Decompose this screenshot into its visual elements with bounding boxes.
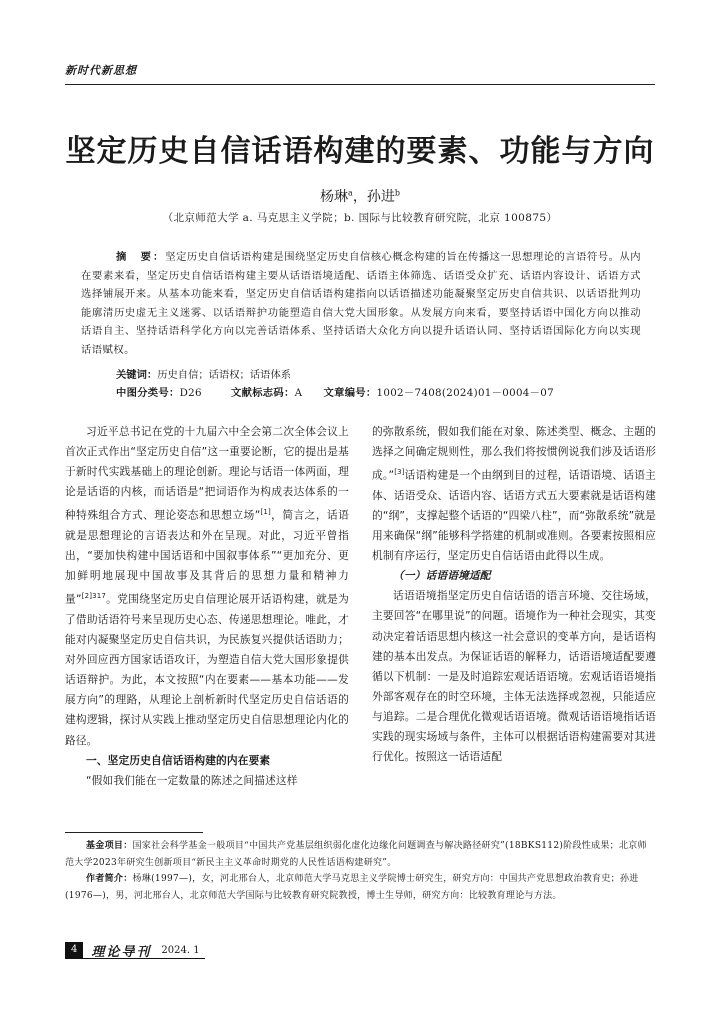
section-label: 新时代新思想 [65,64,137,77]
section-heading: 一、坚定历史自信话语构建的内在要素 [86,753,271,767]
body-paragraph [65,422,349,751]
body-column-right [372,422,656,767]
footnote-rule [65,832,203,833]
body-paragraph [372,422,656,566]
author-separator: ， [352,189,367,205]
paragraph-text: 话语构建是一个由纲到目的过程，话语语境、话语主体、话语受众、话语内容、话语方式五大要素就是话语构建的“纲”，支撑起整个话语的“四梁八柱”，而“弥散系统”就是用来确保“纲”能够科学搭建的机制或准则。各要素按照相应机制有序运行，坚定历史自信话语由此得以生成。 [372,468,656,563]
author-affiliation-mark: a [348,188,353,198]
classification-line [116,384,554,402]
footnotes [65,838,655,904]
body-paragraph: 话语语境指坚定历史自信话语的语言环境、交往场域，主要回答“在哪里说”的问题。语境作为一种社会现实，其变动决定着话语思想内核这一社会意识的变革方向，是话语构建的基本出发点。为保证话语的解释力，话语语境适配要遵循以下机制：一是及时追踪宏观话语语境。宏观话语语境指外部客观存在的时空环境，主体无法选择或忽视，只能适应与追踪。二是合理优化微观话语语境。微观话语语境指话语实践的现实场域与条件，主体可以根据话语构建需要对其进行优化。按照这一话语适配 [372,589,656,764]
page-number: 4 [65,942,83,958]
fund-text: 国家社会科学基金一般项目“中国共产党基层组织弱化虚化边缘化问题调查与解决路径研究”(18BKS112)阶段性成果；北京师范大学2023年研究生创新项目“新民主主义革命时期党的人民性话语构建研究”。 [65,841,647,868]
paragraph-text: 习近平总书记在党的十九届六中全会第二次全体会议上首次正式作出“坚定历史自信”这一重要论断，它的提出是基于新时代实践基础上的理论创新。理论与话语一体两面，理论是话语的内核，而话语是“把词语作为构成表达体系的一种特殊组合方式、理论姿态和思想立场” [65,425,349,522]
paragraph-text: 的弥散系统，假如我们能在对象、陈述类型、概念、主题的选择之间确定规则性，那么我们将按惯例说我们涉及话语形成。” [372,425,656,482]
keywords-line [116,366,291,384]
clc-value: D26 [179,387,202,399]
body-column-left [65,422,349,791]
article-no-label: 文章编号： [323,387,377,399]
keywords-text: 历史自信；话语权；话语体系 [157,369,292,381]
keywords-label: 关键词： [116,369,158,381]
author-line [0,186,720,206]
author-note-label: 作者简介： [86,874,133,885]
header-rule [65,84,655,85]
journal-name: 理论导刊 [91,944,152,960]
author-note [65,871,655,904]
author-note-text: 杨琳(1997—)，女，河北邢台人，北京师范大学马克思主义学院博士研究生，研究方向：中国共产党思想政治教育史；孙进(1976—)，男，河北邢台人，北京师范大学国际与比较教育研究院教授，博士生导师，研究方向：比较教育理论与方法。 [65,874,639,901]
doc-code-value: A [294,387,303,399]
citation-ref: [2]317 [81,592,106,601]
fund-note [65,838,655,871]
fund-label: 基金项目： [86,841,133,851]
page-footer [65,942,200,958]
citation-ref: [1] [260,508,271,517]
article-title: 坚定历史自信话语构建的要素、功能与方向 [65,134,655,169]
article-no-value: 1002－7408(2024)01－0004－07 [376,387,554,399]
footer-rule [65,958,205,959]
body-paragraph: “假如我们能在一定数量的陈述之间描述这样 [86,773,298,787]
subsection-heading: （一）话语语境适配 [393,569,491,583]
author-name: 杨琳 [320,189,349,205]
issue-label: 2024. 1 [161,944,200,956]
citation-ref: [3] [394,468,405,477]
paragraph-text: ，简言之，话语就是思想理论的言语表达和外在呈现。对此，习近平曾指出，“要加快构建中国话语和中国叙事体系”“更加充分、更加鲜明地展现中国故事及其背后的思想力量和精神力量” [65,508,349,606]
abstract [81,248,641,360]
author-name: 孙进 [366,189,395,205]
affiliation: （北京师范大学 a. 马克思主义学院；b. 国际与比较教育研究院，北京 100875） [162,212,558,224]
clc-label: 中图分类号： [116,387,180,399]
author-affiliation-mark: b [394,188,400,198]
abstract-label: 摘 要： [116,251,166,263]
abstract-text: 坚定历史自信话语构建是围绕坚定历史自信核心概念构建的旨在传播这一思想理论的言语符号。从内在要素来看，坚定历史自信话语构建主要从话语语境适配、话语主体筛选、话语受众扩充、话语内容设计、话语方式选择铺展开来。从基本功能来看，坚定历史自信话语构建指向以话语描述功能凝聚坚定历史自信共识、以话语批判功能廓清历史虚无主义迷雾、以话语辩护功能塑造自信大党大国形象。从发展方向来看，要坚持话语中国化方向以推动话语自主、坚持话语科学化方向以完善话语体系、坚持话语大众化方向以提升话语认同、坚持话语国际化方向以实现话语赋权。 [81,251,642,356]
paragraph-text: 。党围绕坚定历史自信理论展开话语构建，就是为了借助话语符号来呈现历史心态、传递思想理论。唯此，才能对内凝聚坚定历史自信共识，为民族复兴提供话语助力；对外回应西方国家话语攻讦，为塑造自信大党大国形象提供话语辩护。为此，本文按照“内在要素——基本功能——发展方向”的理路，从理论上剖析新时代坚定历史自信话语的建构逻辑，探讨从实践上推动坚定历史自信思想理论内化的路径。 [65,592,349,747]
doc-code-label: 文献标志码： [231,387,295,399]
